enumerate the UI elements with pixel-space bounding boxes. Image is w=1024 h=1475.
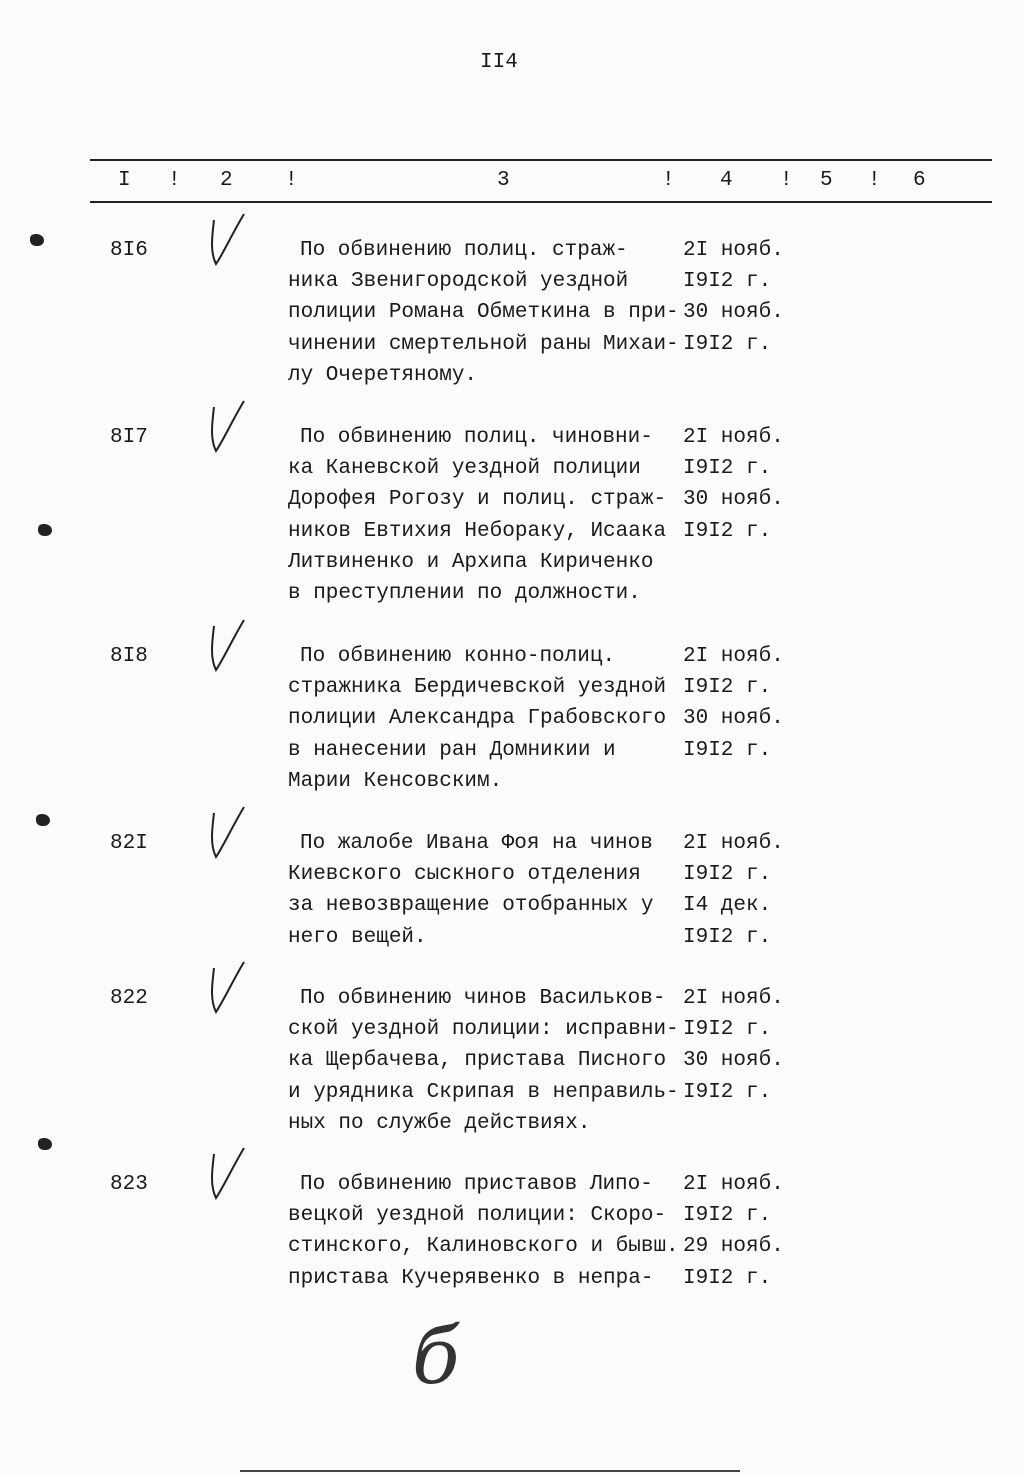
checkmark-icon bbox=[198, 960, 258, 1020]
entry-text-line: пристава Кучерявенко в непра- bbox=[288, 1266, 654, 1290]
entry-text-line: По жалобе Ивана Фоя на чинов bbox=[300, 832, 653, 855]
entry-text-line: в преступлении по должности. bbox=[288, 582, 641, 605]
entry-text-line: Марии Кенсовским. bbox=[288, 769, 503, 793]
checkmark-icon bbox=[198, 212, 258, 272]
entry-text-line: полиции Александра Грабовского bbox=[288, 707, 667, 731]
entry-text-line: ской уездной полиции: исправни- bbox=[288, 1018, 679, 1042]
entry-text-line: ников Евтихия Небораку, Исаака bbox=[288, 519, 667, 543]
entry-text-line: По обвинению полиц. страж- bbox=[300, 239, 628, 262]
column-separator: ! bbox=[285, 169, 298, 192]
column-separator: ! bbox=[868, 169, 881, 192]
entry-text-line: По обвинению полиц. чиновни- bbox=[300, 426, 653, 449]
entry-text-line: стражника Бердичевской уездной bbox=[288, 676, 667, 700]
entry-date: 30 нояб. bbox=[683, 707, 784, 731]
entry-date: 29 нояб. bbox=[683, 1235, 784, 1259]
punch-mark bbox=[38, 524, 52, 536]
entry-number: 82I bbox=[110, 832, 148, 855]
entry-text-line: за невозвращение отобранных у bbox=[288, 894, 654, 918]
entry-date: I9I2 г. bbox=[683, 1266, 772, 1290]
entry-text-line: чинении смертельной раны Михаи- bbox=[288, 332, 679, 356]
checkmark-icon bbox=[198, 805, 258, 865]
entry-text-line: него вещей. bbox=[288, 925, 427, 949]
entry-date: I9I2 г. bbox=[683, 676, 772, 700]
entry-text-line: Дорофея Рогозу и полиц. страж- bbox=[288, 488, 667, 512]
entry-text-line: ка Каневской уездной полиции bbox=[288, 457, 641, 481]
entry-text-line: По обвинению приставов Липо- bbox=[300, 1173, 653, 1196]
entry-date: 2I нояб. bbox=[683, 987, 784, 1010]
column-header-2: 2 bbox=[220, 169, 233, 192]
entry-text-line: ка Щербачева, пристава Писного bbox=[288, 1049, 667, 1073]
punch-mark bbox=[30, 234, 44, 246]
entry-date: 2I нояб. bbox=[683, 1173, 784, 1196]
entry-text-line: лу Очеретяному. bbox=[288, 363, 478, 387]
column-header-I: I bbox=[118, 169, 131, 192]
entry-text-line: ных по службе действиях. bbox=[288, 1111, 591, 1135]
column-header-6: 6 bbox=[913, 169, 926, 192]
column-separator: ! bbox=[662, 169, 675, 192]
handwritten-mark: б bbox=[412, 1312, 460, 1402]
entry-text-line: вецкой уездной полиции: Скоро- bbox=[288, 1204, 667, 1228]
entry-text-line: в нанесении ран Домникии и bbox=[288, 738, 616, 762]
entry-text-line: По обвинению конно-полиц. bbox=[300, 645, 616, 668]
entry-text-line: ника Звенигородской уездной bbox=[288, 270, 629, 294]
entry-date: I9I2 г. bbox=[683, 863, 772, 887]
column-separator: ! bbox=[780, 169, 793, 192]
entry-date: I9I2 г. bbox=[683, 457, 772, 481]
entry-date: I9I2 г. bbox=[683, 925, 772, 949]
entry-number: 8I7 bbox=[110, 426, 148, 449]
entry-date: I9I2 г. bbox=[683, 270, 772, 294]
bottom-edge-rule bbox=[240, 1470, 740, 1472]
column-separator: ! bbox=[168, 169, 181, 192]
entry-number: 822 bbox=[110, 987, 148, 1010]
entry-text-line: По обвинению чинов Васильков- bbox=[300, 987, 666, 1010]
checkmark-icon bbox=[198, 618, 258, 678]
entry-text-line: Литвиненко и Архипа Кириченко bbox=[288, 550, 654, 574]
entry-date: I9I2 г. bbox=[683, 1018, 772, 1042]
checkmark-icon bbox=[198, 1146, 258, 1206]
entry-date: 30 нояб. bbox=[683, 488, 784, 512]
entry-text-line: Киевского сыскного отделения bbox=[288, 863, 641, 887]
entry-date: 30 нояб. bbox=[683, 1049, 784, 1073]
entry-text-line: и урядника Скрипая в неправиль- bbox=[288, 1080, 679, 1104]
entry-text-line: стинского, Калиновского и бывш. bbox=[288, 1235, 679, 1259]
entry-date: I9I2 г. bbox=[683, 332, 772, 356]
column-header-5: 5 bbox=[820, 169, 833, 192]
header-top-rule bbox=[90, 159, 992, 161]
entry-date: I4 дек. bbox=[683, 894, 772, 918]
entry-number: 823 bbox=[110, 1173, 148, 1196]
entry-date: 2I нояб. bbox=[683, 239, 784, 262]
entry-number: 8I8 bbox=[110, 645, 148, 668]
column-header-3: 3 bbox=[497, 169, 510, 192]
entry-date: 2I нояб. bbox=[683, 645, 784, 668]
page-number: II4 bbox=[480, 51, 518, 74]
entry-date: I9I2 г. bbox=[683, 738, 772, 762]
header-bottom-rule bbox=[90, 201, 992, 203]
checkmark-icon bbox=[198, 399, 258, 459]
entry-number: 8I6 bbox=[110, 239, 148, 262]
punch-mark bbox=[36, 814, 50, 826]
entry-date: I9I2 г. bbox=[683, 1204, 772, 1228]
entry-date: 2I нояб. bbox=[683, 832, 784, 855]
entry-date: 30 нояб. bbox=[683, 301, 784, 325]
entry-date: I9I2 г. bbox=[683, 519, 772, 543]
entry-date: 2I нояб. bbox=[683, 426, 784, 449]
entry-date: I9I2 г. bbox=[683, 1080, 772, 1104]
entry-text-line: полиции Романа Обметкина в при- bbox=[288, 301, 679, 325]
column-header-4: 4 bbox=[720, 169, 733, 192]
punch-mark bbox=[38, 1138, 52, 1150]
